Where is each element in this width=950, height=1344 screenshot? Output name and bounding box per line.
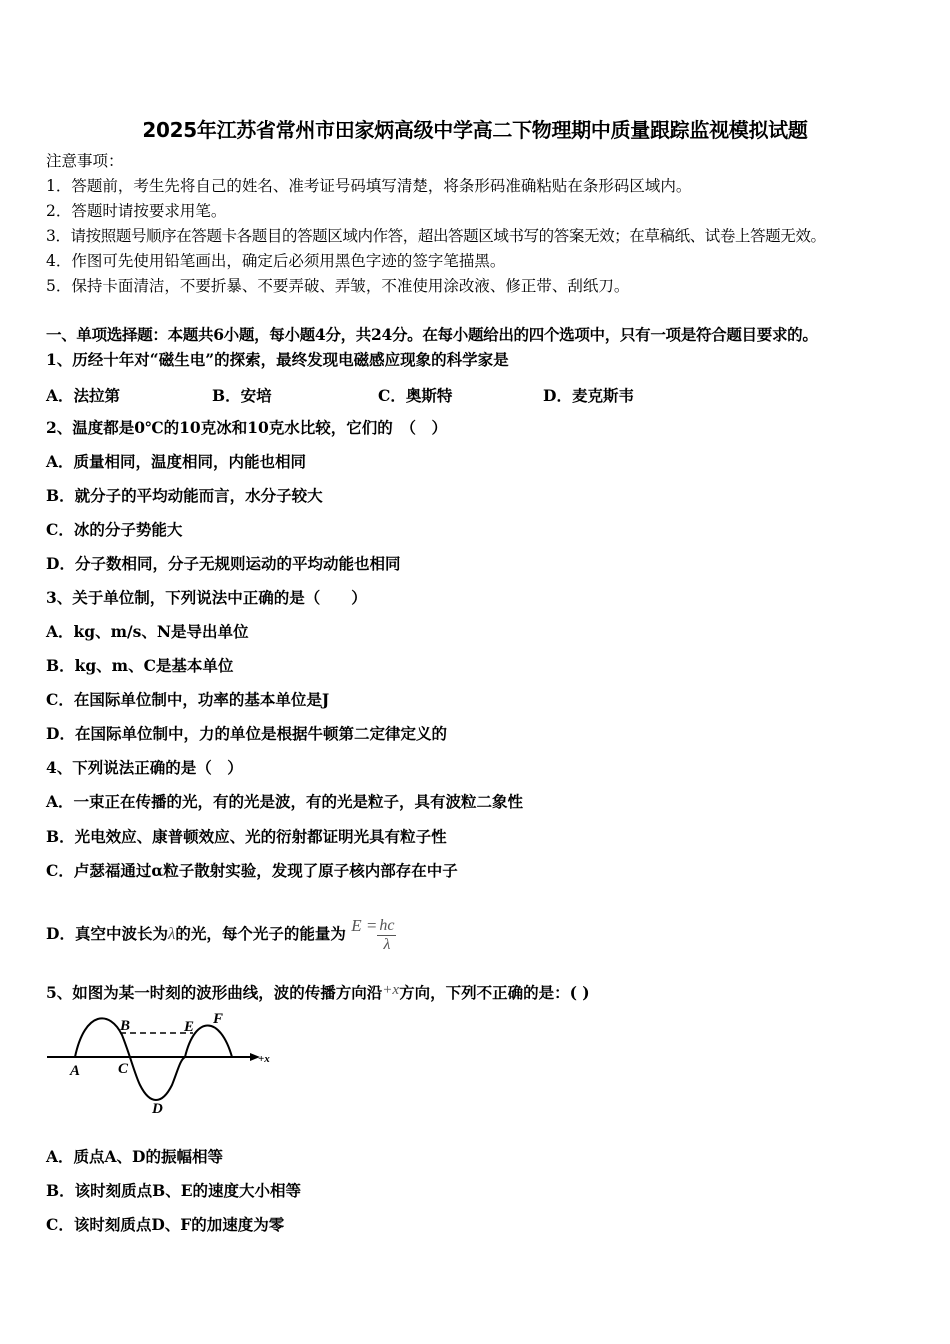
q1-stem: 1、历经十年对“磁生电”的探索，最终发现电磁感应现象的科学家是 <box>46 350 509 369</box>
q4-option-b: B．光电效应、康普顿效应、光的衍射都证明光具有粒子性 <box>46 827 447 846</box>
notice-item: 3．请按照题号顺序在答题卡各题目的答题区域内作答，超出答题区域书写的答案无效；在草稿纸、试卷上答题无效。 <box>46 227 826 245</box>
q4-option-a: A．一束正在传播的光，有的光是波，有的光是粒子，具有波粒二象性 <box>46 792 524 811</box>
q4-option-d-pre: D．真空中波长为 <box>46 924 168 943</box>
notice-item: 4．作图可先使用铅笔画出，确定后必须用黑色字迹的签字笔描黑。 <box>46 252 506 270</box>
formula-numerator: hc <box>379 916 395 934</box>
q1-option-d: D．麦克斯韦 <box>543 386 634 405</box>
q2-option-b: B．就分子的平均动能而言，水分子较大 <box>46 486 323 505</box>
q3-stem: 3、关于单位制，下列说法中正确的是（ ） <box>46 588 367 607</box>
q4-stem: 4、下列说法正确的是（ ） <box>46 758 243 777</box>
q5-option-a: A．质点A、D的振幅相等 <box>46 1147 223 1166</box>
q3-option-a: A．kg、m/s、N是导出单位 <box>46 622 249 641</box>
page-title: 2025年江苏省常州市田家炳高级中学高二下物理期中质量跟踪监视模拟试题 <box>142 118 808 142</box>
q5-stem <box>46 980 590 1003</box>
q2-stem: 2、温度都是0℃的10克冰和10克水比较，它们的 （ ） <box>46 418 448 437</box>
q3-option-d: D．在国际单位制中，力的单位是根据牛顿第二定律定义的 <box>46 724 447 743</box>
notice-item: 2．答题时请按要求用笔。 <box>46 202 227 220</box>
notice-item: 1．答题前，考生先将自己的姓名、准考证号码填写清楚，将条形码准确粘贴在条形码区域内。 <box>46 177 692 195</box>
point-label-d: D <box>152 1101 163 1117</box>
q4-option-c: C．卢瑟福通过α粒子散射实验，发现了原子核内部存在中子 <box>46 861 458 880</box>
q3-option-b: B．kg、m、C是基本单位 <box>46 656 234 675</box>
q5-stem-pre: 5、如图为某一时刻的波形曲线，波的传播方向沿 <box>46 983 383 1002</box>
q1-option-b: B．安培 <box>212 386 272 405</box>
q3-option-c: C．在国际单位制中，功率的基本单位是J <box>46 690 330 709</box>
point-label-b: B <box>120 1018 131 1034</box>
point-label-e: E <box>184 1019 195 1035</box>
q5-option-c: C．该时刻质点D、F的加速度为零 <box>46 1215 285 1234</box>
q1-option-c: C．奥斯特 <box>378 386 453 405</box>
formula-fraction <box>377 917 396 954</box>
notice-item: 5．保持卡面清洁，不要折暴、不要弄破、弄皱，不准使用涂改液、修正带、刮纸刀。 <box>46 277 630 295</box>
point-label-c: C <box>118 1061 129 1077</box>
q2-option-d: D．分子数相同，分子无规则运动的平均动能也相同 <box>46 554 401 573</box>
q4-option-d <box>46 905 396 955</box>
point-label-a: A <box>70 1063 81 1079</box>
direction-symbol: +x <box>382 982 400 998</box>
q2-option-a: A．质量相同，温度相同，内能也相同 <box>46 452 307 471</box>
notice-heading: 注意事项： <box>46 152 124 170</box>
lambda-symbol: λ <box>167 924 176 943</box>
q5-stem-post: 方向，下列不正确的是：( ) <box>399 983 590 1002</box>
axis-label: +x <box>258 1053 270 1065</box>
q5-option-b: B．该时刻质点B、E的速度大小相等 <box>46 1181 302 1200</box>
q4-option-d-mid: 的光，每个光子的能量为 <box>175 924 346 943</box>
q1-option-a: A．法拉第 <box>46 386 121 405</box>
wave-figure <box>40 1005 290 1120</box>
q2-option-c: C．冰的分子势能大 <box>46 520 183 539</box>
formula-denominator: λ <box>383 935 391 953</box>
point-label-f: F <box>213 1011 224 1027</box>
formula-lhs: E = <box>351 916 378 935</box>
section-heading: 一、单项选择题：本题共6小题，每小题4分，共24分。在每小题给出的四个选项中，只有一项是符合题目要求的。 <box>46 325 818 344</box>
